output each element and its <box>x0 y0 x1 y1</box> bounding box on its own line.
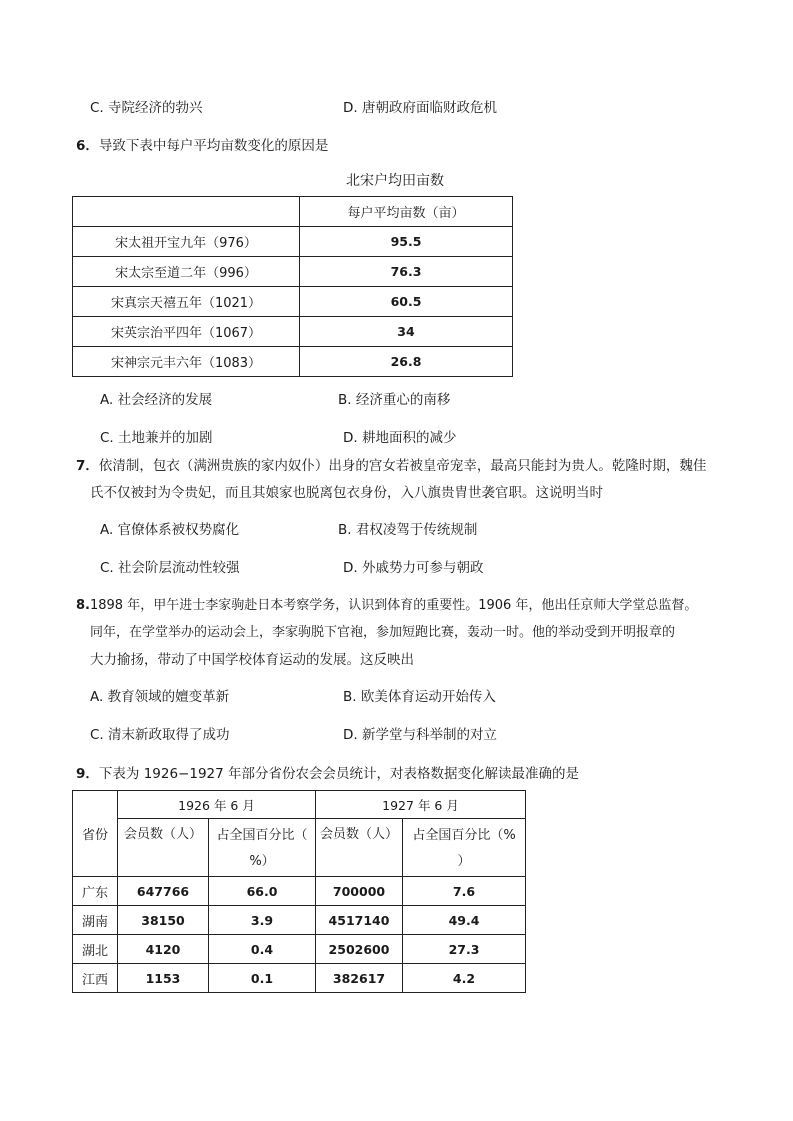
q5-option-c: C. 寺院经济的勃兴 <box>90 100 203 116</box>
table-row <box>73 935 526 964</box>
table-cell: 26.8 <box>300 347 513 377</box>
q6-option-c: C. 土地兼并的加剧 <box>100 430 213 446</box>
table-cell: 700000 <box>316 877 403 906</box>
q8-option-c: C. 清末新政取得了成功 <box>90 727 230 743</box>
table-cell-province: 湖北 <box>73 935 118 964</box>
table-row <box>73 257 513 287</box>
q8-number: 8. <box>76 598 90 613</box>
table-header-period2: 1927 年 6 月 <box>316 791 526 819</box>
table-header-period1: 1926 年 6 月 <box>118 791 316 819</box>
table-cell: 49.4 <box>403 906 526 935</box>
table-header-row <box>73 197 513 227</box>
q7-option-d: D. 外戚势力可参与朝政 <box>343 560 484 576</box>
pct-1927-line2: ） <box>457 854 471 869</box>
table-subheader-pct-1926 <box>209 819 316 877</box>
table-cell: 宋太宗至道二年（996） <box>73 257 300 287</box>
table-cell-province: 湖南 <box>73 906 118 935</box>
q7-line1: 依清制，包衣（满洲贵族的家内奴仆）出身的宫女若被皇帝宠幸，最高只能封为贵人。乾隆时期，魏佳 <box>98 458 707 474</box>
table-cell: 宋真宗天禧五年（1021） <box>73 287 300 317</box>
table-cell-province: 江西 <box>73 964 118 993</box>
table-cell <box>73 197 300 227</box>
q7-option-a: A. 官僚体系被权势腐化 <box>100 522 240 538</box>
table-cell: 宋神宗元丰六年（1083） <box>73 347 300 377</box>
q8-line2: 同年，在学堂举办的运动会上，李家驹脱下官袍，参加短跑比赛，轰动一时。他的举动受到开明报章的 <box>90 625 676 640</box>
q6-option-b: B. 经济重心的南移 <box>338 392 451 408</box>
q6-option-d: D. 耕地面积的减少 <box>343 430 457 446</box>
q9-stem-text: 下表为 1926−1927 年部分省份农会会员统计，对表格数据变化解读最准确的是 <box>98 766 580 782</box>
table-cell: 4120 <box>118 935 209 964</box>
pct-1927-line1: 占全国百分比（% <box>412 828 516 843</box>
table-cell: 4517140 <box>316 906 403 935</box>
q8-option-a: A. 教育领域的嬗变革新 <box>90 689 230 705</box>
q9-stem <box>76 762 579 782</box>
table-row <box>73 347 513 377</box>
q8-option-b: B. 欧美体育运动开始传入 <box>343 689 496 705</box>
q9-number: 9． <box>76 766 99 782</box>
q5-option-d: D. 唐朝政府面临财政危机 <box>343 100 497 116</box>
q9-table <box>72 790 526 993</box>
table-subheader-members-1927: 会员数（人） <box>316 819 403 877</box>
table-cell: 2502600 <box>316 935 403 964</box>
table-cell: 382617 <box>316 964 403 993</box>
table-cell-province: 广东 <box>73 877 118 906</box>
table-row <box>73 964 526 993</box>
table-header-cell: 每户平均亩数（亩） <box>300 197 513 227</box>
q7-number: 7． <box>76 458 99 474</box>
q6-number: 6． <box>76 138 99 154</box>
table-cell: 34 <box>300 317 513 347</box>
table-subheader-members-1926: 会员数（人） <box>118 819 209 877</box>
table-cell: 1153 <box>118 964 209 993</box>
table-header-row <box>73 791 526 819</box>
q6-table-title: 北宋户均田亩数 <box>346 173 444 189</box>
q7-stem-line1 <box>76 454 706 474</box>
q8-line3: 大力揄扬，带动了中国学校体育运动的发展。这反映出 <box>90 652 414 668</box>
table-cell: 95.5 <box>300 227 513 257</box>
q6-option-a: A. 社会经济的发展 <box>100 392 213 408</box>
table-cell: 0.4 <box>209 935 316 964</box>
table-subheader-row <box>73 819 526 877</box>
table-cell: 4.2 <box>403 964 526 993</box>
q8-option-d: D. 新学堂与科举制的对立 <box>343 727 497 743</box>
table-cell: 647766 <box>118 877 209 906</box>
table-subheader-pct-1927 <box>403 819 526 877</box>
q8-stem-line1 <box>76 594 697 613</box>
table-cell: 27.3 <box>403 935 526 964</box>
table-cell: 38150 <box>118 906 209 935</box>
q6-stem-text: 导致下表中每户平均亩数变化的原因是 <box>98 138 329 154</box>
q7-option-b: B. 君权凌驾于传统规制 <box>338 522 478 538</box>
q6-stem <box>76 134 328 154</box>
table-row <box>73 877 526 906</box>
table-cell: 66.0 <box>209 877 316 906</box>
q6-table <box>72 196 513 377</box>
q7-option-c: C. 社会阶层流动性较强 <box>100 560 240 576</box>
table-cell: 3.9 <box>209 906 316 935</box>
table-row <box>73 227 513 257</box>
table-cell: 60.5 <box>300 287 513 317</box>
table-cell: 宋太祖开宝九年（976） <box>73 227 300 257</box>
table-header-province: 省份 <box>73 791 118 877</box>
table-row <box>73 317 513 347</box>
table-cell: 0.1 <box>209 964 316 993</box>
table-cell: 76.3 <box>300 257 513 287</box>
q7-line2: 氏不仅被封为令贵妃，而且其娘家也脱离包衣身份，入八旗贵胄世袭官职。这说明当时 <box>90 485 603 501</box>
table-row <box>73 287 513 317</box>
q8-line1: 1898 年，甲午进士李家驹赴日本考察学务，认识到体育的重要性。1906 年，他出任京师大学堂总监督。 <box>89 598 698 613</box>
pct-1926-line1: 占全国百分比（ <box>216 828 308 843</box>
table-row <box>73 906 526 935</box>
pct-1926-line2: %） <box>249 854 275 869</box>
table-cell: 宋英宗治平四年（1067） <box>73 317 300 347</box>
table-cell: 7.6 <box>403 877 526 906</box>
